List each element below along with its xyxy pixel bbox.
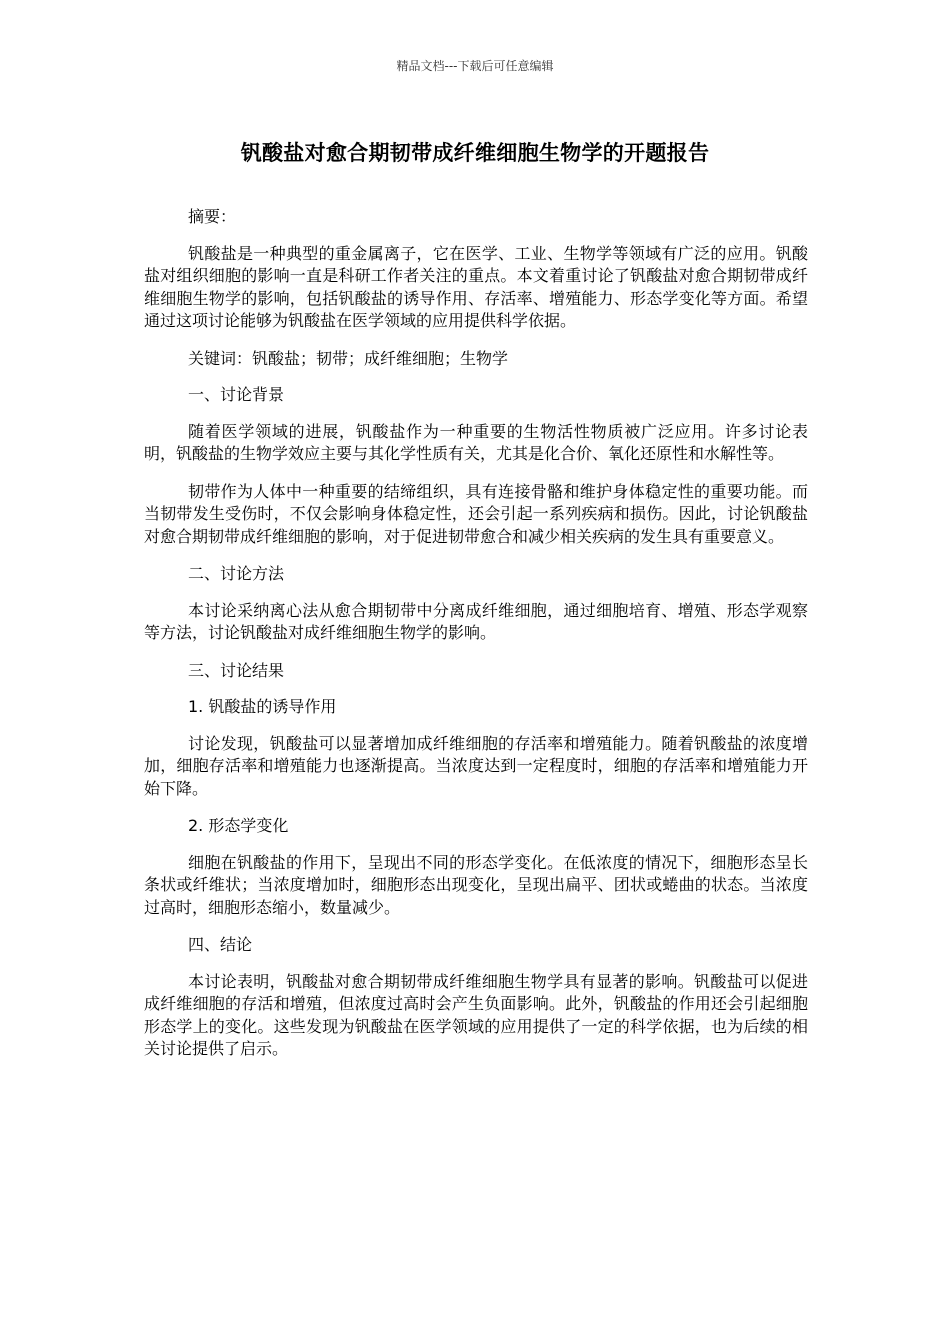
subsection-heading-morphology: 2. 形态学变化: [188, 816, 289, 835]
section-heading-conclusion: 四、结论: [188, 935, 253, 954]
section-heading-methods: 二、讨论方法: [188, 564, 285, 583]
document-body: [144, 206, 808, 1076]
abstract-heading: 摘要：: [188, 207, 237, 226]
section-heading-results: 三、讨论结果: [188, 660, 285, 680]
background-paragraph-1: 随着医学领域的进展，钒酸盐作为一种重要的生物活性物质被广泛应用。许多讨论表明，钒酸盐的生物学效应主要与其化学性质有关，尤其是化合价、氧化还原性和水解性等。: [144, 421, 808, 463]
conclusion-paragraph: 本讨论表明，钒酸盐对愈合期韧带成纤维细胞生物学具有显著的影响。钒酸盐可以促进成纤维细胞的存活和增殖，但浓度过高时会产生负面影响。此外，钒酸盐的作用还会引起细胞形态学上的变化。这些发现为钒酸盐在医学领域的应用提供了一定的科学依据，也为后续的相关讨论提供了启示。: [144, 971, 808, 1058]
methods-paragraph: 本讨论采纳离心法从愈合期韧带中分离成纤维细胞，通过细胞培育、增殖、形态学观察等方法，讨论钒酸盐对成纤维细胞生物学的影响。: [144, 600, 808, 642]
subsection-heading-induction: 1. 钒酸盐的诱导作用: [188, 697, 337, 716]
section-heading-background: 一、讨论背景: [188, 385, 285, 404]
document-title: 钒酸盐对愈合期韧带成纤维细胞生物学的开题报告: [240, 141, 710, 165]
background-paragraph-2: 韧带作为人体中一种重要的结缔组织，具有连接骨骼和维护身体稳定性的重要功能。而当韧带发生受伤时，不仅会影响身体稳定性，还会引起一系列疾病和损伤。因此，讨论钒酸盐对愈合期韧带成纤维细胞的影响，对于促进韧带愈合和减少相关疾病的发生具有重要意义。: [144, 481, 808, 546]
page-header: 精品文档---下载后可任意编辑: [396, 59, 554, 73]
induction-paragraph: 讨论发现，钒酸盐可以显著增加成纤维细胞的存活率和增殖能力。随着钒酸盐的浓度增加，细胞存活率和增殖能力也逐渐提高。当浓度达到一定程度时，细胞的存活率和增殖能力开始下降。: [144, 733, 808, 798]
keywords-line: 关键词：钒酸盐；韧带；成纤维细胞；生物学: [188, 348, 509, 368]
morphology-paragraph: 细胞在钒酸盐的作用下，呈现出不同的形态学变化。在低浓度的情况下，细胞形态呈长条状或纤维状；当浓度增加时，细胞形态出现变化，呈现出扁平、团状或蜷曲的状态。当浓度过高时，细胞形态缩小，数量减少。: [144, 852, 808, 917]
abstract-paragraph: 钒酸盐是一种典型的重金属离子，它在医学、工业、生物学等领域有广泛的应用。钒酸盐对组织细胞的影响一直是科研工作者关注的重点。本文着重讨论了钒酸盐对愈合期韧带成纤维细胞生物学的影响，包括钒酸盐的诱导作用、存活率、增殖能力、形态学变化等方面。希望通过这项讨论能够为钒酸盐在医学领域的应用提供科学依据。: [144, 243, 808, 330]
